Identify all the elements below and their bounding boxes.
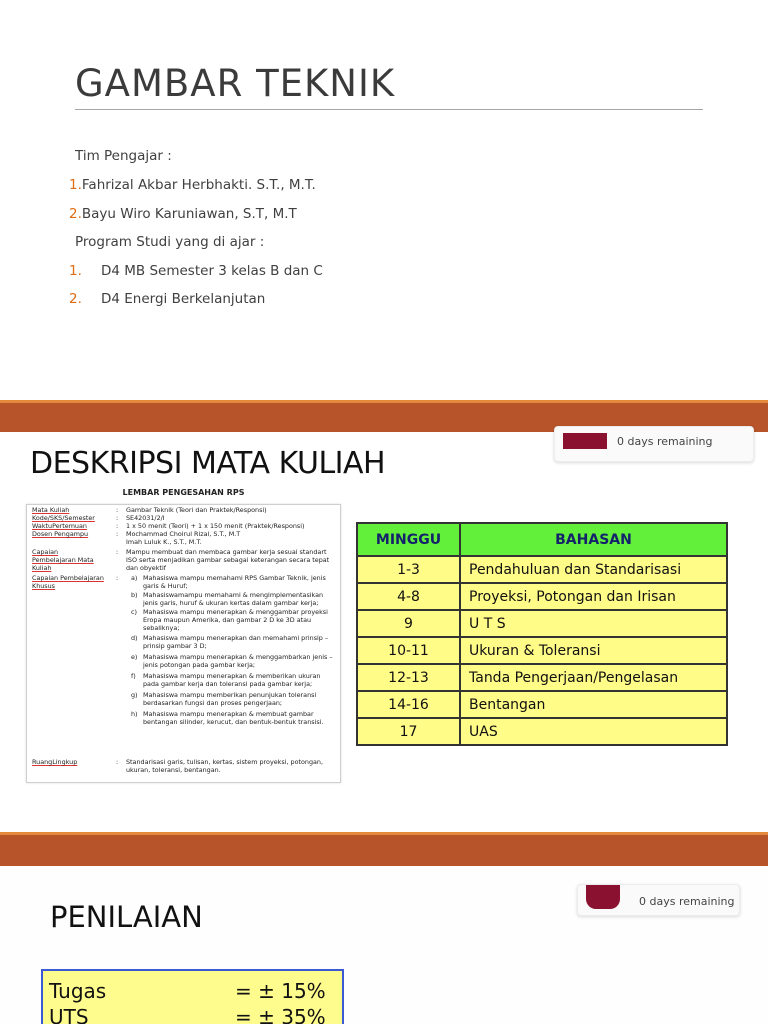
table-row [357,583,727,610]
list-number: 1. [69,263,82,279]
program-item-2 [69,291,82,307]
badge-text: 0 days remaining [617,435,713,448]
doc-sub-number: b) [131,591,138,599]
doc-value: Imah Luluk K., S.T., M.T. [126,538,202,546]
slide-3-title: PENILAIAN [50,900,203,934]
team-member-name: Bayu Wiro Karuniawan, S.T, M.T [81,206,297,222]
document-heading: LEMBAR PENGESAHAN RPS [122,488,245,497]
table-row [357,691,727,718]
team-item-2 [69,206,297,222]
doc-value: ISO serta menjadikan gambar sebagai keterangan secara tepat [126,556,330,564]
doc-colon: : [116,514,119,522]
doc-sub-number: g) [131,691,138,699]
week-cell: 17 [357,718,460,745]
doc-label: Capaian [32,548,59,556]
doc-label: Dosen Pengampu [32,530,89,538]
topic-cell: UAS [460,718,727,745]
list-number: 2. [69,206,82,222]
separator-highlight [0,400,768,403]
doc-label: Kuliah [32,564,52,572]
doc-sub-text: Mahasiswa mampu menerapkan & menggambarkan jenis – jenis potongan pada gambar kerja; [143,653,333,669]
column-header: MINGGU [357,523,460,556]
grade-label: Tugas [49,979,107,1003]
doc-colon: : [116,530,119,538]
doc-sub-number: c) [131,608,138,616]
slide-1-title: GAMBAR TEKNIK [75,62,396,105]
list-number: 1. [69,177,82,193]
doc-sub-text: Mahasiswa mampu menerapkan & menggambar proyeksi Eropa maupun Amerika, dan gambar 2 D ke 3D atau sebaliknya; [143,608,328,632]
week-cell: 4-8 [357,583,460,610]
week-cell: 1-3 [357,556,460,583]
program-name-2: D4 Energi Berkelanjutan [101,291,266,307]
list-number: 2. [69,291,82,307]
doc-sub-number: h) [131,710,138,718]
slide-2-title: DESKRIPSI MATA KULIAH [30,446,386,481]
table-row [357,664,727,691]
program-item-1 [69,263,82,279]
remaining-badge[interactable] [554,426,754,462]
doc-sub-text: Mahasiswamampu memahami & mengimplementasikan jenis garis, huruf & ukuran kertas dalam gambar kerja; [143,591,324,607]
doc-colon: : [116,522,119,530]
schedule-table [356,522,728,751]
doc-label: Kode/SKS/Semester [32,514,95,522]
doc-sub-text: Mahasiswa mampu memberikan penunjukan toleransi berdasarkan fungsi dan proses pengerjaan; [143,691,317,707]
table-row [357,556,727,583]
doc-label: Pembelajaran Mata [32,556,94,564]
column-header: BAHASAN [460,523,727,556]
grade-label: UTS [49,1005,89,1024]
rps-document [26,488,341,783]
doc-sub-number: a) [131,574,138,582]
topic-cell: Tanda Pengerjaan/Pengelasan [460,664,727,691]
slide-separator [0,832,768,866]
doc-sub-text: Mahasiswa mampu menerapkan & membuat gambar bentangan silinder, kerucut, dan bentuk-bentuk transisi. [143,710,324,726]
badge-text: 0 days remaining [639,895,735,908]
doc-sub-number: f) [131,672,136,680]
doc-colon: : [116,758,119,766]
grade-row [49,979,326,1003]
doc-sub-number: e) [131,653,138,661]
doc-sub-text: Mahasiswa mampu menerapkan & memberikan ukuran pada gambar kerja dan toleransi pada gambar kerja; [143,672,321,688]
doc-sub-text: Mahasiswa mampu memahami RPS Gambar Teknik, jenis garis & Huruf; [143,574,326,590]
topic-cell: Ukuran & Toleransi [460,637,727,664]
grade-value: = ± 15% [235,979,326,1003]
badge-logo-icon [563,433,607,449]
week-cell: 10-11 [357,637,460,664]
table-row [357,637,727,664]
title-divider [75,109,703,110]
doc-value: Gambar Teknik (Teori dan Praktek/Responsi) [126,506,267,514]
slide-3 [0,866,768,1024]
grade-row [49,1005,326,1024]
week-cell: 14-16 [357,691,460,718]
team-item-1 [69,177,316,193]
doc-sub-number: d) [131,634,138,642]
remaining-badge[interactable] [577,884,740,916]
slide-2 [0,432,768,832]
doc-value: Standarisasi garis, tulisan, kertas, sistem proyeksi, potongan, ukuran, toleransi, bentangan. [126,758,324,774]
doc-value: 1 x 50 menit (Teori) + 1 x 150 menit (Praktek/Responsi) [126,522,305,530]
topic-cell: Pendahuluan dan Standarisasi [460,556,727,583]
grade-value: = ± 35% [235,1005,326,1024]
doc-label: Capaian Pembelajaran Khusus [32,574,104,590]
grading-box [41,969,344,1024]
table-header-row [357,523,727,556]
doc-colon: : [116,548,119,556]
team-member-name: Fahrizal Akbar Herbhakti. S.T., M.T. [81,177,316,193]
program-label: Program Studi yang di ajar : [75,234,265,250]
team-label: Tim Pengajar : [75,148,172,164]
table-row [357,718,727,745]
topic-cell: Proyeksi, Potongan dan Irisan [460,583,727,610]
program-name-1: D4 MB Semester 3 kelas B dan C [101,263,323,279]
topic-cell: Bentangan [460,691,727,718]
doc-colon: : [116,574,119,582]
week-cell: 9 [357,610,460,637]
doc-label: RuangLingkup [32,758,78,766]
doc-value: Mampu membuat dan membaca gambar kerja sesuai standart [126,548,327,556]
doc-value: dan obyektif [126,564,166,572]
slide-1 [0,0,768,400]
doc-value: SE42031/2/I [126,514,165,522]
doc-label: WaktuPertemuan [32,522,87,530]
doc-value: Mochammad Choirul Rizal, S.T., M.T [126,530,241,538]
doc-colon: : [116,506,119,514]
week-cell: 12-13 [357,664,460,691]
doc-sub-text: Mahasiswa mampu menerapkan dan memahami prinsip – prinsip gambar 3 D; [143,634,329,650]
table-row [357,610,727,637]
doc-label: Mata Kuliah [32,506,70,514]
separator-highlight [0,832,768,835]
badge-logo-icon [586,885,620,909]
topic-cell: U T S [460,610,727,637]
